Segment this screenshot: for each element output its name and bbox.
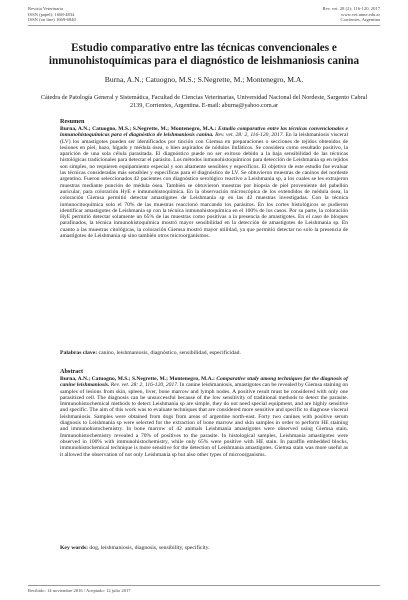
journal-location: Corrientes, Argentina [340, 17, 380, 23]
journal-citation: Rev. vet. 28 (2): 116-120, 2017 [322, 6, 380, 11]
keywords-es [60, 350, 348, 356]
header-divider [28, 25, 380, 26]
title-line-2: inmunohistoquímicas para el diagnóstico de leishmaniosis canina [48, 54, 360, 67]
abstract-body: In canine leishmaniosis, amastigotes can be revealed by Giemsa staining on samples of lesions from skin, spleen, liver, bone marrow and lymph nodes. A positive result must be considered with only one parasitized cell. The diagnosis can be unsuccessful because of the low sensitivity of traditional methods to detect the parasite. Immunohistochemical methods to detect Leishmania sp are simple, they do not need special equipment, and are highly sensitive and specific. The aim of this work was to evaluate techniques that are considered more sensitive and specific to diagnose visceral leishmaniosis. Samples were obtained from dogs from areas of argentine north-east. Forty two canines with positive serum diagnosis to Leishmania sp were selected for the extraction of bone marrow and skin samples in order to perform HE staining and immunohistochemistry. In bone marrow of 42 animals Leishmania amastigotes were observed using Giemsa stain. Immunohistochemistry revealed a 70% of positives to the parasite. In histological samples, Leishmania amastigotes were observed in 100% with immunohistochemistry, while only 65% were positive with HE stain. In paraffin embedded blocks, immunohistochemical technique is more sensitive for the detection of Leishmania amastigotes. Giemsa stain was more useful as it allowed the observation of not only Leishmania sp but also other types of microorganisms. [60, 382, 348, 458]
abstract-citation-ref: Rev. vet. 28: 2, 116-120, 2017. [110, 382, 179, 389]
abstract-citation-authors: Burna, A.N.; Catuogno, M.S.; S.Negrette, M.; Montenegro, M.A.: [60, 376, 215, 382]
journal-header-left [28, 6, 76, 23]
keywords-en-label: Key words: [60, 545, 88, 551]
abstract-heading: Abstract [60, 368, 84, 375]
abstract-text [60, 376, 348, 458]
title-line-1: Estudio comparativo entre las técnicas convencionales e [71, 42, 337, 54]
resumen-citation-authors: Burna, A.N.; Catuogno, M.S.; S.Negrette, M.; Montenegro, M.A.: [60, 126, 217, 132]
keywords-es-text: canino, leishmaniosis, diagnóstico, sensibilidad, especificidad. [98, 350, 241, 356]
affiliation: Cátedra de Patología General y Sistemática, Facultad de Ciencias Veterinarias, Universidad Nacional del Nordeste, Sargento Cabral 2139, Corrientes, Argentina. E-mail: aburna@yahoo.com.ar [40, 94, 368, 109]
journal-name: Revista Veterinaria [28, 6, 63, 11]
resumen-body: En la leishmaniosis visceral (LV) los amastigotes pueden ser identificados por tinción con Giemsa en preparaciones o secciones de tejidos obtenidos de lesiones en piel, bazo, hígado y médula ósea, o bien aspirados de nódulos linfáticos. Se considera como resultado positivo, la aparición de una sola célula parasitada. El diagnóstico puede no ser exitoso debido a la baja sensibilidad de las técnicas histológicas tradicionales para detectar el parásito. Los métodos inmunohistoquímicos para detección de Leishmania sp en tejidos son simples, no requieren equipamiento especial y son altamente sensibles y específicos. El objetivo de este estudio fue evaluar las técnicas consideradas más sensibles y específicas para el diagnóstico de LV. Se obtuvieron muestras de caninos del nordeste argentino. Fueron seleccionados 42 pacientes con diagnóstico serológico reactivo a Leishmania sp, a los cuales se les extrajeron muestras mediante punción de médula ósea. También se obtuvieron muestras por biopsia de piel proveniente del pabellón auricular, para coloración HyE e inmunohistoquímica. En la observación microscópica de los extendidos de médula ósea, la coloración Giemsa permitió detectar amastigotes de Leishmania sp en las 42 muestras investigadas. Con la técnica inmunocitoquímica solo el 70% de las muestras reaccionó marcando los parásitos. En los cortes histológicos se pudieron identificar amastigotes de Leishmania sp con la técnica inmunohistoquímica en el 100% de los casos. Por su parte, la coloración HyE permitió detectar solamente un 65% de las muestras como positivas a la presencia de amastigotes. En el caso de bloques parafinados, la técnica inmunohistoquímica mostró mayor sensibilidad en la detección de amastigotes de Leishmania sp. En cuanto a las muestras citológicas, la coloración Giemsa mostró mayor utilidad, ya que permitió detectar no solo la presencia de amastigotes de Leishmania sp sino también otros microorganismos. [60, 132, 348, 240]
keywords-es-label: Palabras clave: [60, 350, 98, 356]
issn-paper: ISSN (papel): 1668-4834 [28, 11, 75, 17]
abstract-citation-title: Comparative study among techniques for the diagnosis of canine leishmaniosis. [60, 376, 349, 389]
author-list: Burna, A.N.; Catuogno, M.S.; S.Negrette, M.; Montenegro, M.A. [104, 75, 304, 84]
journal-website: www.vet.unne.edu.ar [341, 11, 380, 17]
resumen-heading: Resumen [60, 118, 85, 125]
keywords-en-text: dog, leishmaniosis, diagnosis, sensibility, specificity. [89, 545, 210, 551]
keywords-en [60, 545, 348, 551]
resumen-citation-title: Estudio comparativo entre las técnicas convencionales e inmunohistoquímicas para el diagnóstico de leishmaniosis canina. [60, 126, 349, 139]
paper-title [36, 42, 372, 67]
footer-divider [28, 585, 380, 586]
resumen-citation-ref: Rev. vet. 28: 2, 116-120, 2017. [215, 132, 284, 139]
received-accepted-dates: Recibido: 14 noviembre 2016 / Aceptado: 12 julio 2017 [28, 588, 131, 593]
journal-header-right [323, 6, 380, 23]
resumen-text [60, 126, 348, 239]
issn-online: ISSN (on line) 1669-6840 [28, 17, 76, 23]
